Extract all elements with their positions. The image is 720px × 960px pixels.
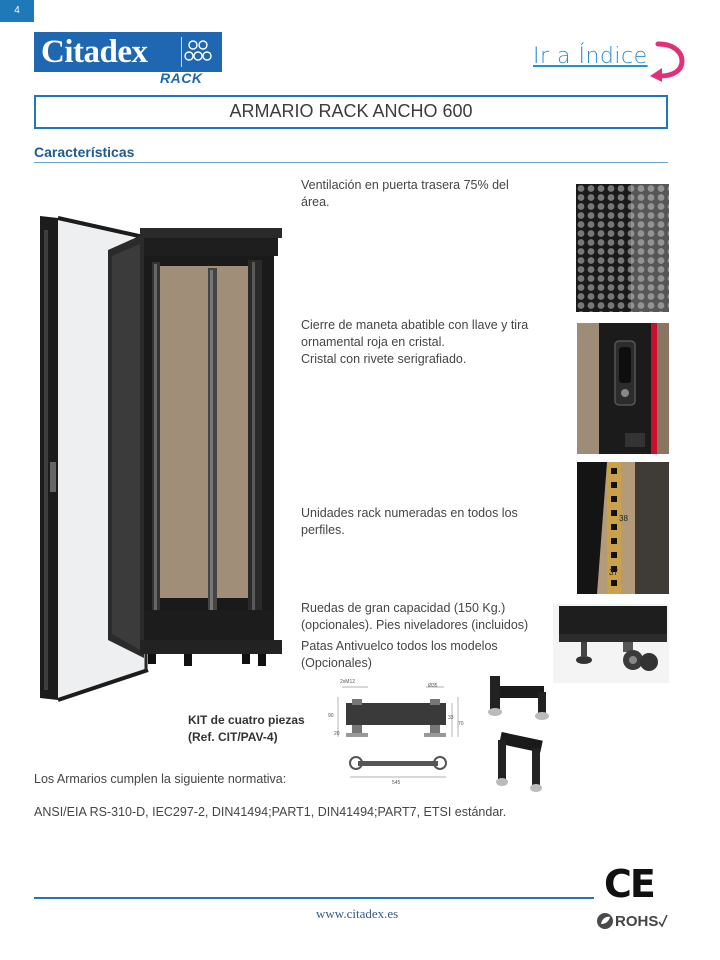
dim-label: 70	[458, 721, 464, 727]
page-number-tab: 4	[0, 0, 34, 22]
ce-mark: CE	[604, 862, 654, 906]
kit-label: KIT de cuatro piezas (Ref. CIT/PAV-4)	[188, 713, 305, 744]
section-heading: Características	[34, 144, 135, 160]
antitip-leg-photo-1	[486, 672, 552, 724]
footer-divider	[34, 897, 594, 899]
logo-circles-icon	[181, 37, 217, 67]
dim-label: 545	[392, 780, 401, 786]
norms-intro: Los Armarios cumplen la siguiente normativa:	[34, 772, 287, 786]
rohs-label: ROHS	[615, 912, 659, 930]
rack-numbering-photo	[577, 462, 669, 594]
rack-unit-number: 37	[609, 568, 618, 577]
dim-label: 90	[328, 713, 334, 719]
citadex-logo	[34, 32, 222, 72]
dim-label: 20	[334, 731, 340, 737]
rohs-badge	[596, 910, 668, 932]
wheels-photo	[553, 604, 669, 683]
door-handle-photo	[577, 323, 669, 454]
checkmark-icon	[658, 914, 668, 928]
feature-wheels: Ruedas de gran capacidad (150 Kg.) (opcionales). Pies niveladores (incluidos)	[301, 601, 529, 632]
dim-label: 2xM12	[340, 679, 356, 685]
technical-drawing-lines	[328, 677, 466, 792]
logo-subtitle: RACK	[160, 70, 203, 86]
dim-label: 33	[448, 715, 454, 721]
feature-lock-handle: Cierre de maneta abatible con llave y tira ornamental roja en cristal. Cristal con rivete serigrafiado.	[301, 318, 529, 366]
section-divider	[34, 162, 668, 163]
rohs-leaf-icon	[596, 912, 614, 930]
feature-ventilation: Ventilación en puerta trasera 75% del área.	[301, 178, 509, 209]
feature-rack-units: Unidades rack numeradas en todos los perfiles.	[301, 506, 518, 537]
norms-list: ANSI/EIA RS-310-D, IEC297-2, DIN41494;PART1, DIN41494;PART7, ETSI estándar.	[34, 805, 507, 819]
antitip-leg-photo-2	[490, 732, 550, 794]
rack-cabinet-image	[36, 210, 286, 705]
ventilation-photo	[576, 184, 669, 312]
dim-label: Ø35	[428, 683, 438, 689]
rack-profile-illustration	[577, 462, 669, 594]
antitip-technical-drawing	[328, 677, 466, 792]
page-title: ARMARIO RACK ANCHO 600	[34, 95, 668, 129]
return-arrow-icon[interactable]	[646, 40, 686, 82]
feature-antitip-legs: Patas Antivuelco todos los modelos (Opcionales)	[301, 639, 498, 670]
footer-website[interactable]: www.citadex.es	[316, 906, 399, 921]
logo-name: Citadex	[41, 34, 148, 70]
rack-unit-number: 38	[619, 514, 628, 523]
index-link[interactable]: Ir a Índice	[533, 44, 648, 69]
